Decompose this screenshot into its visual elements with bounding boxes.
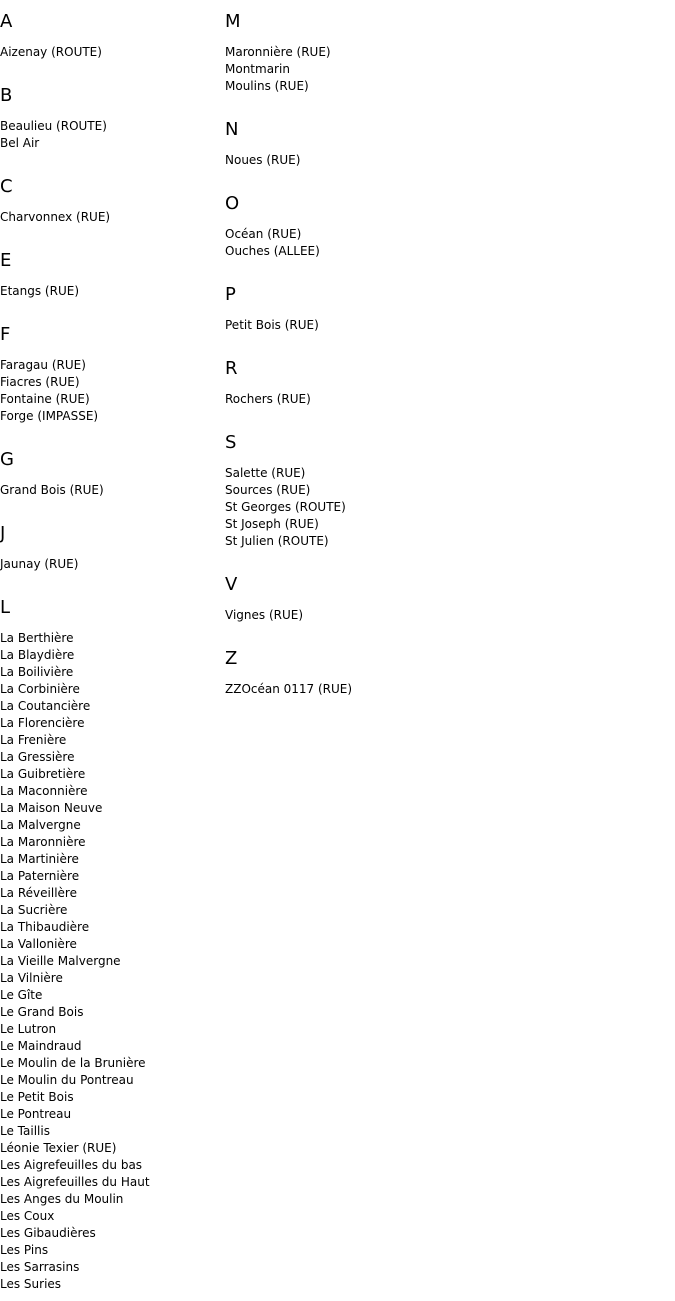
street-link[interactable]: Les Pins [0,1243,49,1257]
letter-heading: O [225,193,240,214]
street-link[interactable]: Montmarin [225,62,290,76]
street-link[interactable]: Le Gîte [0,988,43,1002]
letter-group-s [225,431,665,550]
street-link[interactable]: La Paternière [0,869,80,883]
street-link[interactable]: Les Suries [0,1277,62,1291]
letter-group-a [0,10,220,61]
list-item [0,1004,220,1021]
street-link[interactable]: Moulins (RUE) [225,79,309,93]
list-item [0,1021,220,1038]
street-link[interactable]: Le Lutron [0,1022,57,1036]
list-item [0,902,220,919]
list-item [0,1055,220,1072]
street-list [0,118,220,152]
street-link[interactable]: La Maconnière [0,784,88,798]
letter-group-f [0,323,220,425]
letter-group-j [0,522,220,573]
street-link[interactable]: La Réveillère [0,886,77,900]
street-link[interactable]: Salette (RUE) [225,466,306,480]
list-item [225,681,665,698]
street-link[interactable]: Rochers (RUE) [225,392,311,406]
street-list [225,681,665,698]
letter-group-b [0,84,220,152]
street-link[interactable]: Etangs (RUE) [0,284,79,298]
street-list [225,44,665,95]
street-list [0,283,220,300]
street-link[interactable]: Fiacres (RUE) [0,375,80,389]
street-list [225,152,665,169]
letter-group-z [225,647,665,698]
street-list [0,357,220,425]
street-link[interactable]: Les Anges du Moulin [0,1192,124,1206]
letter-heading: C [0,176,13,197]
street-link[interactable]: Les Aigrefeuilles du bas [0,1158,143,1172]
street-link[interactable]: Bel Air [0,136,40,150]
letter-group-n [225,118,665,169]
street-link[interactable]: Les Aigrefeuilles du Haut [0,1175,150,1189]
list-item [225,78,665,95]
letter-heading: S [225,432,237,453]
street-link[interactable]: La Boilivière [0,665,74,679]
street-link[interactable]: Petit Bois (RUE) [225,318,319,332]
list-item [0,1106,220,1123]
street-list [225,226,665,260]
street-link[interactable]: Forge (IMPASSE) [0,409,99,423]
letter-heading: P [225,284,236,305]
list-item [0,556,220,573]
letter-heading: B [0,85,13,106]
list-item [0,919,220,936]
street-link[interactable]: La Vilnière [0,971,63,985]
letter-heading: G [0,449,14,470]
list-item [0,953,220,970]
street-link[interactable]: Les Sarrasins [0,1260,80,1274]
street-link[interactable]: La Corbinière [0,682,80,696]
list-item [0,135,220,152]
street-link[interactable]: Sources (RUE) [225,483,311,497]
list-item [225,317,665,334]
street-link[interactable]: La Coutancière [0,699,91,713]
list-item [225,607,665,624]
list-item [225,533,665,550]
letter-heading: E [0,250,12,271]
street-list [0,482,220,499]
list-item [0,1157,220,1174]
list-item [0,766,220,783]
list-item [0,1089,220,1106]
street-link[interactable]: La Maronnière [0,835,86,849]
list-item [0,1276,220,1293]
street-link[interactable]: La Blaydière [0,648,75,662]
street-list [225,317,665,334]
street-link[interactable]: La Martinière [0,852,79,866]
list-item [0,1072,220,1089]
street-link[interactable]: La Frenière [0,733,67,747]
street-link[interactable]: Fontaine (RUE) [0,392,90,406]
list-item [0,783,220,800]
street-link[interactable]: Grand Bois (RUE) [0,483,104,497]
list-item [0,800,220,817]
street-index-right-column [225,10,665,698]
list-item [225,391,665,408]
street-link[interactable]: La Sucrière [0,903,68,917]
list-item [0,630,220,647]
street-link[interactable]: Le Taillis [0,1124,50,1138]
street-list [0,556,220,573]
letter-heading: M [225,11,241,32]
street-list [225,607,665,624]
street-link[interactable]: Le Pontreau [0,1107,72,1121]
street-link[interactable]: La Guibretière [0,767,86,781]
list-item [0,868,220,885]
letter-group-e [0,249,220,300]
list-item [225,516,665,533]
street-link[interactable]: Le Moulin de la Brunière [0,1056,146,1070]
letter-heading: R [225,358,238,379]
letter-group-v [225,573,665,624]
street-link[interactable]: Faragau (RUE) [0,358,86,372]
list-item [0,1259,220,1276]
letter-group-m [225,10,665,95]
list-item [0,936,220,953]
list-item [0,885,220,902]
street-link[interactable]: Vignes (RUE) [225,608,304,622]
letter-group-l [0,596,220,1293]
street-link[interactable]: Jaunay (RUE) [0,557,79,571]
list-item [0,647,220,664]
letter-heading: A [0,11,13,32]
list-item [0,664,220,681]
list-item [0,1174,220,1191]
street-link[interactable]: La Thibaudière [0,920,90,934]
street-list [0,44,220,61]
list-item [0,374,220,391]
street-list [225,465,665,550]
list-item [0,1123,220,1140]
street-list [0,630,220,1293]
street-list [0,209,220,226]
list-item [225,499,665,516]
list-item [0,681,220,698]
street-link[interactable]: Noues (RUE) [225,153,301,167]
list-item [0,1208,220,1225]
list-item [0,482,220,499]
street-link[interactable]: La Vallonière [0,937,77,951]
list-item [0,44,220,61]
street-list [225,391,665,408]
list-item [225,152,665,169]
letter-group-p [225,283,665,334]
street-link[interactable]: Océan (RUE) [225,227,302,241]
list-item [225,465,665,482]
letter-heading: L [0,597,11,618]
street-link[interactable]: La Berthière [0,631,74,645]
street-link[interactable]: St Georges (ROUTE) [225,500,346,514]
street-link[interactable]: Beaulieu (ROUTE) [0,119,107,133]
list-item [225,61,665,78]
list-item [0,1038,220,1055]
street-link[interactable]: Le Petit Bois [0,1090,74,1104]
list-item [0,209,220,226]
street-link[interactable]: Le Grand Bois [0,1005,84,1019]
list-item [225,482,665,499]
list-item [225,226,665,243]
list-item [0,987,220,1004]
street-link[interactable]: Léonie Texier (RUE) [0,1141,117,1155]
letter-heading: J [0,523,6,544]
street-link[interactable]: La Florencière [0,716,85,730]
street-link[interactable]: Les Gibaudières [0,1226,96,1240]
list-item [225,44,665,61]
list-item [0,283,220,300]
letter-heading: F [0,324,11,345]
list-item [0,1225,220,1242]
street-link[interactable]: ZZOcéan 0117 (RUE) [225,682,353,696]
list-item [0,732,220,749]
letter-group-r [225,357,665,408]
street-link[interactable]: St Julien (ROUTE) [225,534,329,548]
list-item [0,357,220,374]
list-item [0,715,220,732]
list-item [0,817,220,834]
street-link[interactable]: Maronnière (RUE) [225,45,331,59]
list-item [0,1140,220,1157]
letter-heading: N [225,119,239,140]
street-link[interactable]: La Gressière [0,750,75,764]
street-link[interactable]: Aizenay (ROUTE) [0,45,102,59]
list-item [225,243,665,260]
street-index-left-column [0,10,220,1293]
list-item [0,1242,220,1259]
street-link[interactable]: Le Moulin du Pontreau [0,1073,134,1087]
list-item [0,834,220,851]
street-link[interactable]: St Joseph (RUE) [225,517,319,531]
street-link[interactable]: La Vieille Malvergne [0,954,121,968]
letter-heading: Z [225,648,238,669]
letter-group-o [225,192,665,260]
letter-group-g [0,448,220,499]
street-link[interactable]: Les Coux [0,1209,55,1223]
list-item [0,970,220,987]
letter-heading: V [225,574,238,595]
list-item [0,749,220,766]
list-item [0,698,220,715]
list-item [0,851,220,868]
street-link[interactable]: Ouches (ALLEE) [225,244,320,258]
list-item [0,1191,220,1208]
list-item [0,408,220,425]
street-link[interactable]: La Malvergne [0,818,81,832]
list-item [0,391,220,408]
street-link[interactable]: Charvonnex (RUE) [0,210,111,224]
street-link[interactable]: La Maison Neuve [0,801,103,815]
list-item [0,118,220,135]
street-link[interactable]: Le Maindraud [0,1039,82,1053]
letter-group-c [0,175,220,226]
